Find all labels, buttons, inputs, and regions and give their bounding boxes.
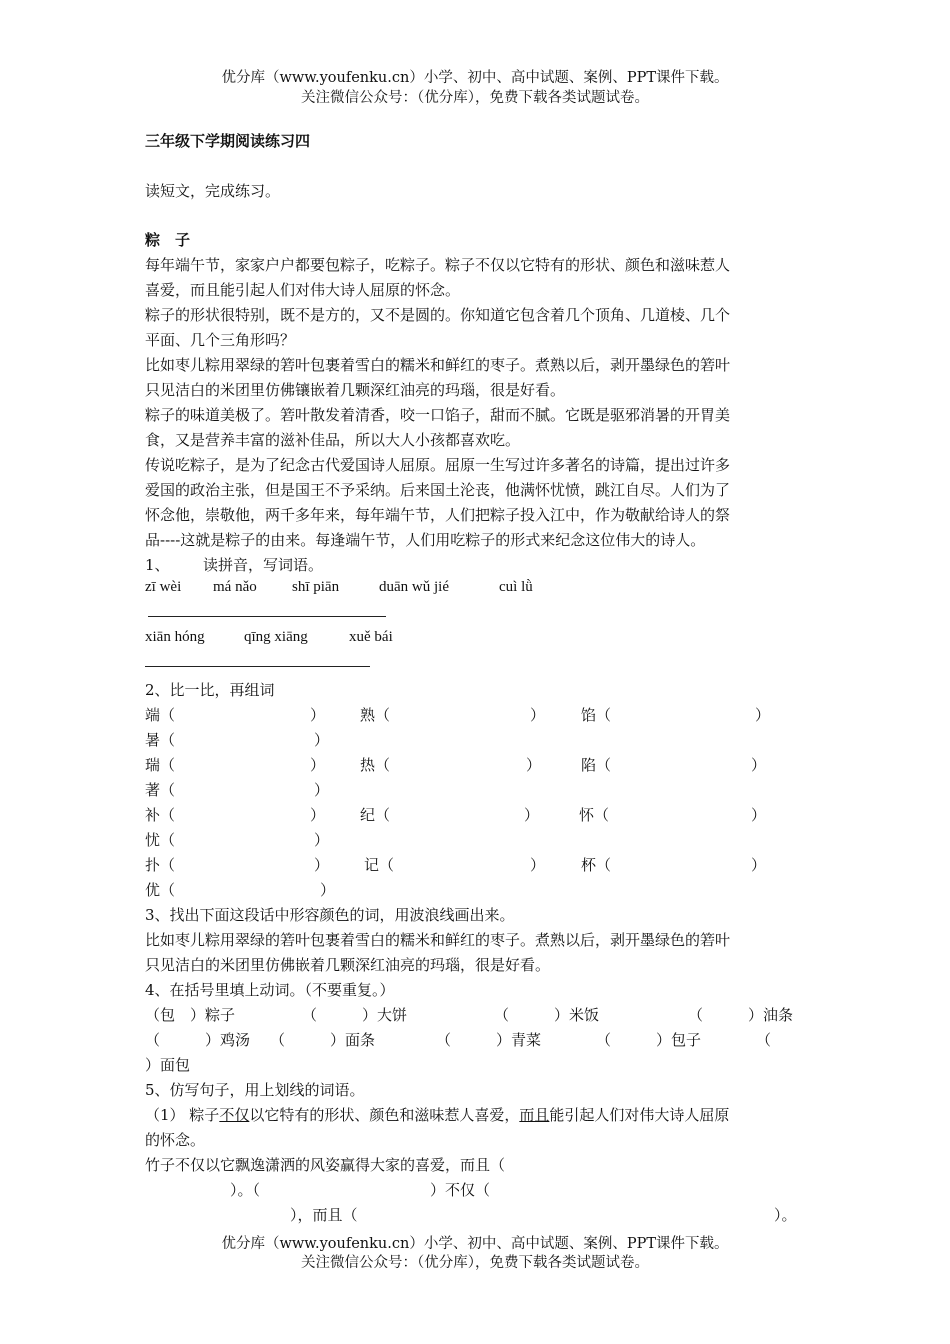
q3-line: 比如枣儿粽用翠绿的箬叶包裹着雪白的糯米和鲜红的枣子。煮熟以后，剥开墨绿色的箬叶 — [145, 931, 731, 949]
passage-line: 喜爱，而且能引起人们对伟大诗人屈原的怀念。 — [145, 281, 461, 299]
passage-line: 只见洁白的米团里仿佛镶嵌着几颗深红油亮的玛瑙，很是好看。 — [145, 381, 566, 399]
passage-line: 食，又是营养丰富的滋补佳品，所以大人小孩都喜欢吃。 — [145, 431, 521, 449]
answer-line[interactable] — [145, 666, 370, 667]
q5-example-text: （1） 粽子 — [145, 1106, 220, 1124]
pinyin: shī piān — [292, 579, 340, 595]
instruction: 读短文，完成练习。 — [145, 182, 281, 200]
q4-item: （包 ）粽子 — [145, 1006, 236, 1024]
q2-paren: ） — [755, 706, 771, 724]
q2-char: 瑞（ — [145, 756, 176, 774]
q2-char: 杯（ — [581, 856, 612, 874]
q2-paren: ） — [320, 881, 336, 899]
passage-line: 粽子的味道美极了。箬叶散发着清香，咬一口馅子，甜而不腻。它既是驱邪消暑的开胃美 — [145, 406, 731, 424]
pinyin: cuì lǜ — [499, 579, 533, 595]
q5-line: ）。（ — [230, 1181, 261, 1199]
passage-title: 粽 子 — [145, 231, 191, 249]
q5-example-text: 能引起人们对伟大诗人屈原 — [549, 1106, 730, 1124]
passage-line: 传说吃粽子，是为了纪念古代爱国诗人屈原。屈原一生写过许多著名的诗篇，提出过许多 — [145, 456, 731, 474]
q2-char: 熟（ — [360, 706, 391, 724]
q2-char: 怀（ — [579, 806, 610, 824]
q5-line: ）不仅（ — [430, 1181, 491, 1199]
q2-char: 记（ — [364, 856, 395, 874]
q4-item: （ ）面条 — [270, 1031, 376, 1049]
q2-paren: ） — [314, 856, 330, 874]
pinyin: xuě bái — [349, 629, 393, 645]
q2-paren: ） — [751, 856, 767, 874]
header-line-1: 优分库（www.youfenku.cn）小学、初中、高中试题、案例、PPT课件下载。 — [221, 70, 729, 86]
answer-line[interactable] — [148, 616, 386, 617]
q2-paren: ） — [310, 706, 326, 724]
passage-line: 每年端午节，家家户户都要包粽子，吃粽子。粽子不仅以它特有的形状、颜色和滋味惹人 — [145, 256, 731, 274]
q3-title: 3、找出下面这段话中形容颜色的词，用波浪线画出来。 — [145, 906, 515, 924]
q2-paren: ） — [310, 756, 326, 774]
q2-char: 端（ — [145, 706, 176, 724]
q4-item: （ ）米饭 — [494, 1006, 600, 1024]
q4-item: （ ）大饼 — [302, 1006, 408, 1024]
underlined-word: 不仅 — [219, 1106, 250, 1124]
pinyin: zī wèi — [145, 579, 182, 595]
q4-item: （ ）包子 — [596, 1031, 702, 1049]
q5-line: ）。 — [774, 1206, 797, 1224]
q5-example-end: 的怀念。 — [145, 1131, 206, 1149]
q2-char: 陷（ — [581, 756, 612, 774]
footer-line-2: 关注微信公众号：（优分库），免费下载各类试题试卷。 — [301, 1255, 649, 1271]
header-line-2: 关注微信公众号：（优分库），免费下载各类试题试卷。 — [301, 90, 649, 106]
q2-paren: ） — [751, 806, 767, 824]
q5-example-text: 以它特有的形状、颜色和滋味惹人喜爱， — [249, 1106, 520, 1124]
q5-line: ），而且（ — [290, 1206, 358, 1224]
q4-item: （ ）鸡汤 — [145, 1031, 251, 1049]
q2-char: 优（ — [145, 881, 176, 899]
q2-char: 忧（ — [145, 831, 176, 849]
q2-char: 纪（ — [360, 806, 391, 824]
underlined-word: 而且 — [519, 1106, 550, 1124]
q2-paren: ） — [314, 831, 330, 849]
q5-title: 5、仿写句子，用上划线的词语。 — [145, 1081, 365, 1099]
q2-paren: ） — [314, 781, 330, 799]
q4-item: （ ）青菜 — [436, 1031, 542, 1049]
pinyin: má nǎo — [213, 579, 257, 595]
q5-line: 竹子不仅以它飘逸潇洒的风姿赢得大家的喜爱，而且（ — [145, 1156, 506, 1174]
q2-title: 2、比一比，再组词 — [145, 681, 275, 699]
q2-char: 热（ — [360, 756, 391, 774]
q3-line: 只见洁白的米团里仿佛嵌着几颗深红油亮的玛瑙，很是好看。 — [145, 956, 551, 974]
passage-line: 粽子的形状很特别，既不是方的，又不是圆的。你知道它包含着几个顶角、几道棱、几个 — [145, 306, 731, 324]
q2-paren: ） — [530, 706, 546, 724]
passage-line: 平面、几个三角形吗？ — [145, 331, 296, 349]
q2-paren: ） — [310, 806, 326, 824]
q2-char: 馅（ — [581, 706, 612, 724]
q4-item: （ ）油条 — [688, 1006, 794, 1024]
page-title: 三年级下学期阅读练习四 — [145, 132, 311, 150]
q4-title: 4、在括号里填上动词。（不要重复。） — [145, 981, 395, 999]
q2-char: 著（ — [145, 781, 176, 799]
q2-char: 补（ — [145, 806, 176, 824]
q2-paren: ） — [526, 756, 542, 774]
q2-paren: ） — [314, 731, 330, 749]
q4-item: （ — [756, 1031, 772, 1049]
pinyin: qīng xiāng — [244, 629, 308, 645]
q5-example — [145, 1104, 729, 1125]
q4-item: ）面包 — [145, 1056, 191, 1074]
q1-text: 读拼音，写词语。 — [203, 556, 324, 574]
passage-line: 怀念他，崇敬他，两千多年来，每年端午节，人们把粽子投入江中，作为敬献给诗人的祭 — [145, 506, 731, 524]
q2-char: 暑（ — [145, 731, 176, 749]
q2-paren: ） — [530, 856, 546, 874]
q1-number: 1、 — [145, 556, 170, 574]
q2-char: 扑（ — [145, 856, 176, 874]
pinyin: duān wǔ jié — [379, 579, 449, 595]
q2-paren: ） — [524, 806, 540, 824]
q2-paren: ） — [751, 756, 767, 774]
passage-line: 品----这就是粽子的由来。每逢端午节，人们用吃粽子的形式来纪念这位伟大的诗人。 — [145, 531, 706, 549]
passage-line: 比如枣儿粽用翠绿的箬叶包裹着雪白的糯米和鲜红的枣子。煮熟以后，剥开墨绿色的箬叶 — [145, 356, 731, 374]
pinyin: xiān hóng — [145, 629, 205, 645]
passage-line: 爱国的政治主张，但是国王不予采纳。后来国土沦丧，他满怀忧愤，跳江自尽。人们为了 — [145, 481, 731, 499]
footer-line-1: 优分库（www.youfenku.cn）小学、初中、高中试题、案例、PPT课件下载。 — [221, 1236, 729, 1252]
